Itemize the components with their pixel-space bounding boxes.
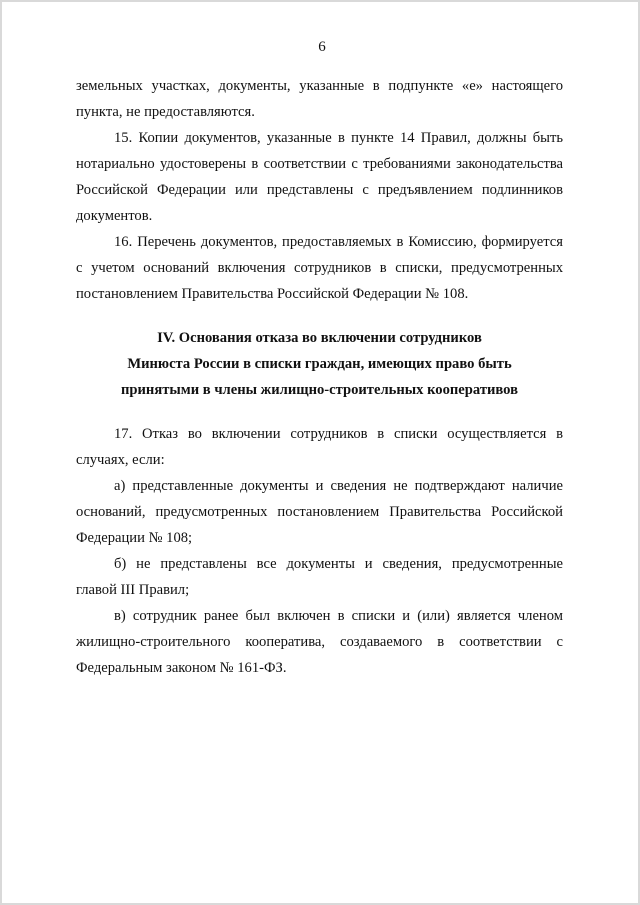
heading-line-1: IV. Основания отказа во включении сотрудников: [157, 330, 482, 346]
heading-line-2: Минюста России в списки граждан, имеющих право быть: [127, 356, 512, 372]
paragraph-15: 15. Копии документов, указанные в пункте 14 Правил, должны быть нотариально удостоверены в соответствии с требованиями законодательства Российской Федерации или представлены с предъявлением подлинников документов.: [76, 130, 563, 224]
paragraph-17a: а) представленные документы и сведения не подтверждают наличие оснований, предусмотренных постановлением Правительства Российской Федерации № 108;: [76, 478, 563, 546]
paragraph-17c: в) сотрудник ранее был включен в списки и (или) является членом жилищно-строительного кооператива, создаваемого в соответствии с Федеральным законом № 161-ФЗ.: [76, 608, 563, 676]
heading-line-3: принятыми в члены жилищно-строительных кооперативов: [121, 382, 518, 398]
page-number: 6: [318, 39, 326, 55]
paragraph-16: 16. Перечень документов, предоставляемых в Комиссию, формируется с учетом оснований включения сотрудников в списки, предусмотренных постановлением Правительства Российской Федерации № 108.: [76, 234, 563, 302]
document-body: [76, 73, 563, 681]
paragraph-continuation: земельных участках, документы, указанные в подпункте «е» настоящего пункта, не предоставляются.: [76, 78, 563, 120]
paragraph-17b: б) не представлены все документы и сведения, предусмотренные главой III Правил;: [76, 556, 563, 598]
section-heading: [76, 325, 563, 403]
paragraph-17: 17. Отказ во включении сотрудников в списки осуществляется в случаях, если:: [76, 426, 563, 468]
